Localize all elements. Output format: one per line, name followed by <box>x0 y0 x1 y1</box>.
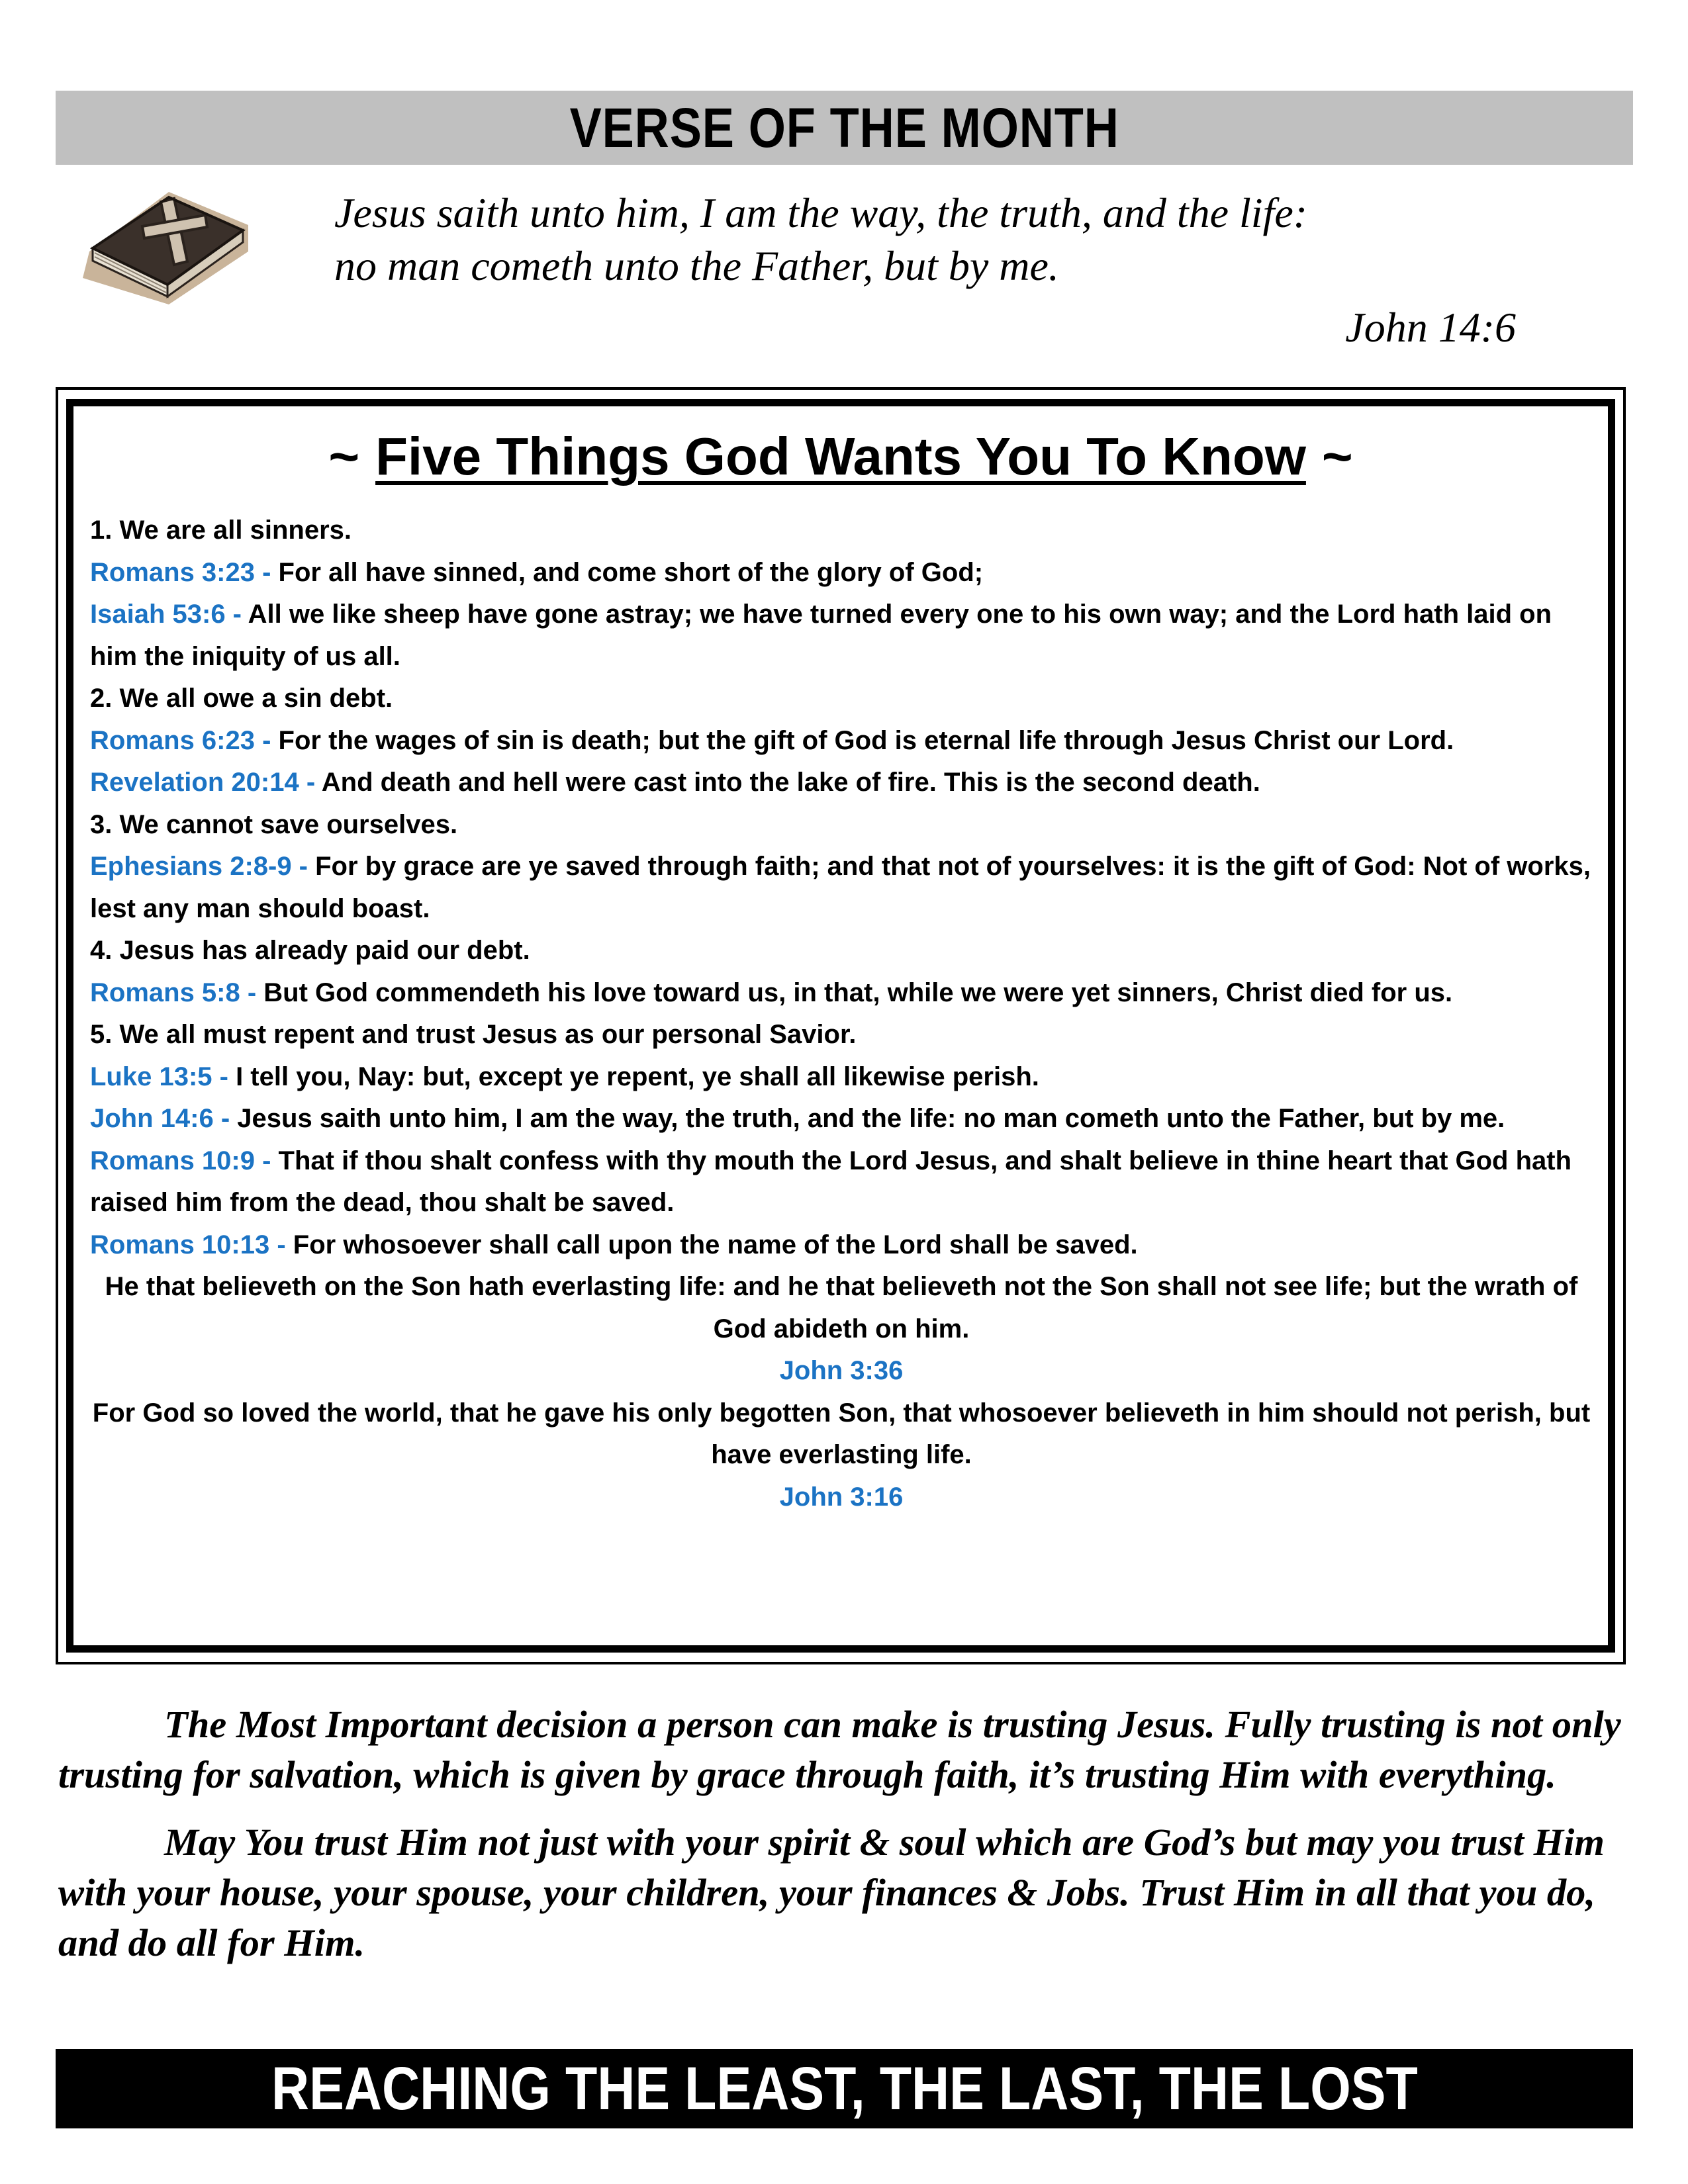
closing-paragraph-2: May You trust Him not just with your spirit & soul which are God’s but may you trust Him with your house, your spouse, your children, your finances & Jobs. Trust Him in all that you do, and do all for Him. <box>58 1821 1605 1964</box>
scripture-reference: Revelation 20:14 - <box>90 768 322 797</box>
scripture-text: All we like sheep have gone astray; we have turned every one to his own way; and the Lord hath laid on him the iniquity of us all. <box>90 600 1552 671</box>
scripture-reference: Romans 10:13 - <box>90 1230 293 1259</box>
title-tilde-left: ~ <box>328 427 360 486</box>
header-band <box>56 91 1633 165</box>
scripture-entry <box>90 762 1593 804</box>
point-heading: 5. We all must repent and trust Jesus as our personal Savior. <box>90 1020 857 1049</box>
scripture-text: Jesus saith unto him, I am the way, the truth, and the life: no man cometh unto the Father, but by me. <box>237 1104 1505 1133</box>
verse-line-1: Jesus saith unto him, I am the way, the truth, and the life: <box>334 189 1308 236</box>
scripture-text: For the wages of sin is death; but the gift of God is eternal life through Jesus Christ our Lord. <box>278 725 1454 755</box>
point-heading: 2. We all owe a sin debt. <box>90 684 393 713</box>
verse-reference: John 14:6 <box>1345 304 1516 351</box>
scripture-text: But God commendeth his love toward us, in that, while we were yet sinners, Christ died for us. <box>263 978 1453 1007</box>
bible-with-cross-icon <box>70 179 261 311</box>
verse-of-the-month <box>334 187 1526 293</box>
scripture-entry <box>90 1098 1593 1140</box>
scripture-reference: Isaiah 53:6 - <box>90 600 248 629</box>
box-body <box>90 510 1593 1518</box>
footer-slogan: REACHING THE LEAST, THE LAST, THE LOST <box>271 2054 1418 2122</box>
verse-line-2: no man cometh unto the Father, but by me. <box>334 242 1059 289</box>
centered-verse-reference: John 3:16 <box>779 1482 904 1512</box>
scripture-reference: Ephesians 2:8-9 - <box>90 852 316 881</box>
centered-verse-text: For God so loved the world, that he gave his only begotten Son, that whosoever believeth in him should not perish, but have everlasting life. <box>92 1398 1591 1469</box>
scripture-entry <box>90 1056 1593 1099</box>
scripture-text: That if thou shalt confess with thy mouth the Lord Jesus, and shalt believe in thine heart that God hath raised him from the dead, thou shalt be saved. <box>90 1146 1572 1217</box>
scripture-text: For by grace are ye saved through faith; and that not of yourselves: it is the gift of God: Not of works, lest any man should boast. <box>90 852 1591 923</box>
title-tilde-right: ~ <box>1321 427 1353 486</box>
scripture-reference: Luke 13:5 - <box>90 1062 236 1091</box>
box-title-text: Five Things God Wants You To Know <box>375 427 1306 486</box>
box-title <box>66 424 1615 490</box>
scripture-text: And death and hell were cast into the lake of fire. This is the second death. <box>321 768 1260 797</box>
scripture-reference: Romans 5:8 - <box>90 978 264 1007</box>
scripture-text: I tell you, Nay: but, except ye repent, ye shall all likewise perish. <box>236 1062 1039 1091</box>
scripture-entry <box>90 552 1593 594</box>
scripture-entry <box>90 594 1593 678</box>
closing-section <box>58 1700 1630 1985</box>
scripture-entry <box>90 1224 1593 1267</box>
point-heading: 1. We are all sinners. <box>90 516 352 545</box>
scripture-entry <box>90 1140 1593 1224</box>
scripture-reference: Romans 10:9 - <box>90 1146 279 1175</box>
closing-paragraph-1: The Most Important decision a person can make is trusting Jesus. Fully trusting is not only trusting for salvation, which is given by grace through faith, it’s trusting Him with everything. <box>58 1703 1621 1796</box>
scripture-entry <box>90 972 1593 1015</box>
scripture-reference: Romans 3:23 - <box>90 557 279 587</box>
point-heading: 3. We cannot save ourselves. <box>90 809 458 839</box>
scripture-entry <box>90 720 1593 762</box>
scripture-reference: John 14:6 - <box>90 1104 238 1133</box>
footer-band <box>56 2049 1633 2128</box>
scripture-text: For whosoever shall call upon the name of the Lord shall be saved. <box>293 1230 1138 1259</box>
scripture-reference: Romans 6:23 - <box>90 725 279 755</box>
page-title: VERSE OF THE MONTH <box>569 96 1119 159</box>
point-heading: 4. Jesus has already paid our debt. <box>90 936 530 965</box>
scripture-text: For all have sinned, and come short of the glory of God; <box>278 557 984 587</box>
scripture-entry <box>90 846 1593 930</box>
centered-verse-text: He that believeth on the Son hath everlasting life: and he that believeth not the Son shall not see life; but the wrath of God abideth on him. <box>105 1272 1578 1343</box>
centered-verse-reference: John 3:36 <box>779 1356 904 1385</box>
